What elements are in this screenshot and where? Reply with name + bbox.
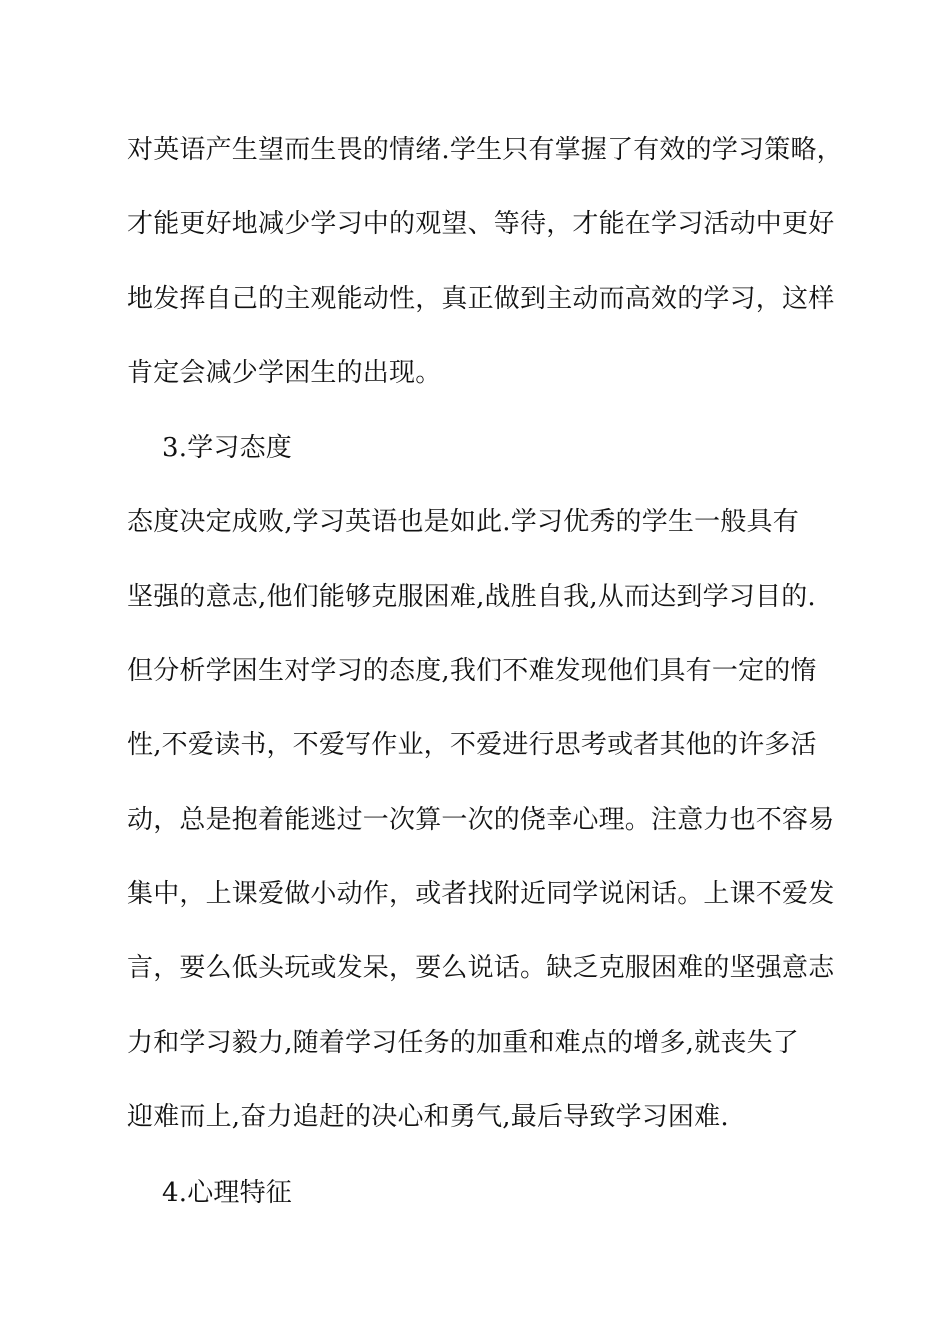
paragraph-line: 迎难而上,奋力追赶的决心和勇气,最后导致学习困难. bbox=[127, 1102, 729, 1132]
paragraph-line: 地发挥自己的主观能动性，真正做到主动而高效的学习，这样 bbox=[127, 284, 835, 314]
paragraph-line: 性,不爱读书，不爱写作业，不爱进行思考或者其他的许多活 bbox=[127, 730, 817, 760]
paragraph-line: 言，要么低头玩或发呆，要么说话。缺乏克服困难的坚强意志 bbox=[127, 953, 835, 983]
section-heading-3: 3.学习态度 bbox=[162, 433, 293, 463]
paragraph-line: 态度决定成败,学习英语也是如此.学习优秀的学生一般具有 bbox=[127, 507, 799, 537]
paragraph-line: 对英语产生望而生畏的情绪.学生只有掌握了有效的学习策略， bbox=[127, 135, 843, 165]
paragraph-line: 力和学习毅力,随着学习任务的加重和难点的增多,就丧失了 bbox=[127, 1028, 799, 1058]
paragraph-line: 肯定会减少学困生的出现。 bbox=[127, 358, 442, 388]
paragraph-line: 动，总是抱着能逃过一次算一次的侥幸心理。注意力也不容易 bbox=[127, 805, 835, 835]
paragraph-line: 坚强的意志,他们能够克服困难,战胜自我,从而达到学习目的. bbox=[127, 582, 816, 612]
paragraph-line: 集中，上课爱做小动作，或者找附近同学说闲话。上课不爱发 bbox=[127, 879, 835, 909]
paragraph-line: 才能更好地减少学习中的观望、等待，才能在学习活动中更好 bbox=[127, 209, 835, 239]
paragraph-line: 但分析学困生对学习的态度,我们不难发现他们具有一定的惰 bbox=[127, 656, 817, 686]
section-heading-4: 4.心理特征 bbox=[162, 1178, 293, 1208]
